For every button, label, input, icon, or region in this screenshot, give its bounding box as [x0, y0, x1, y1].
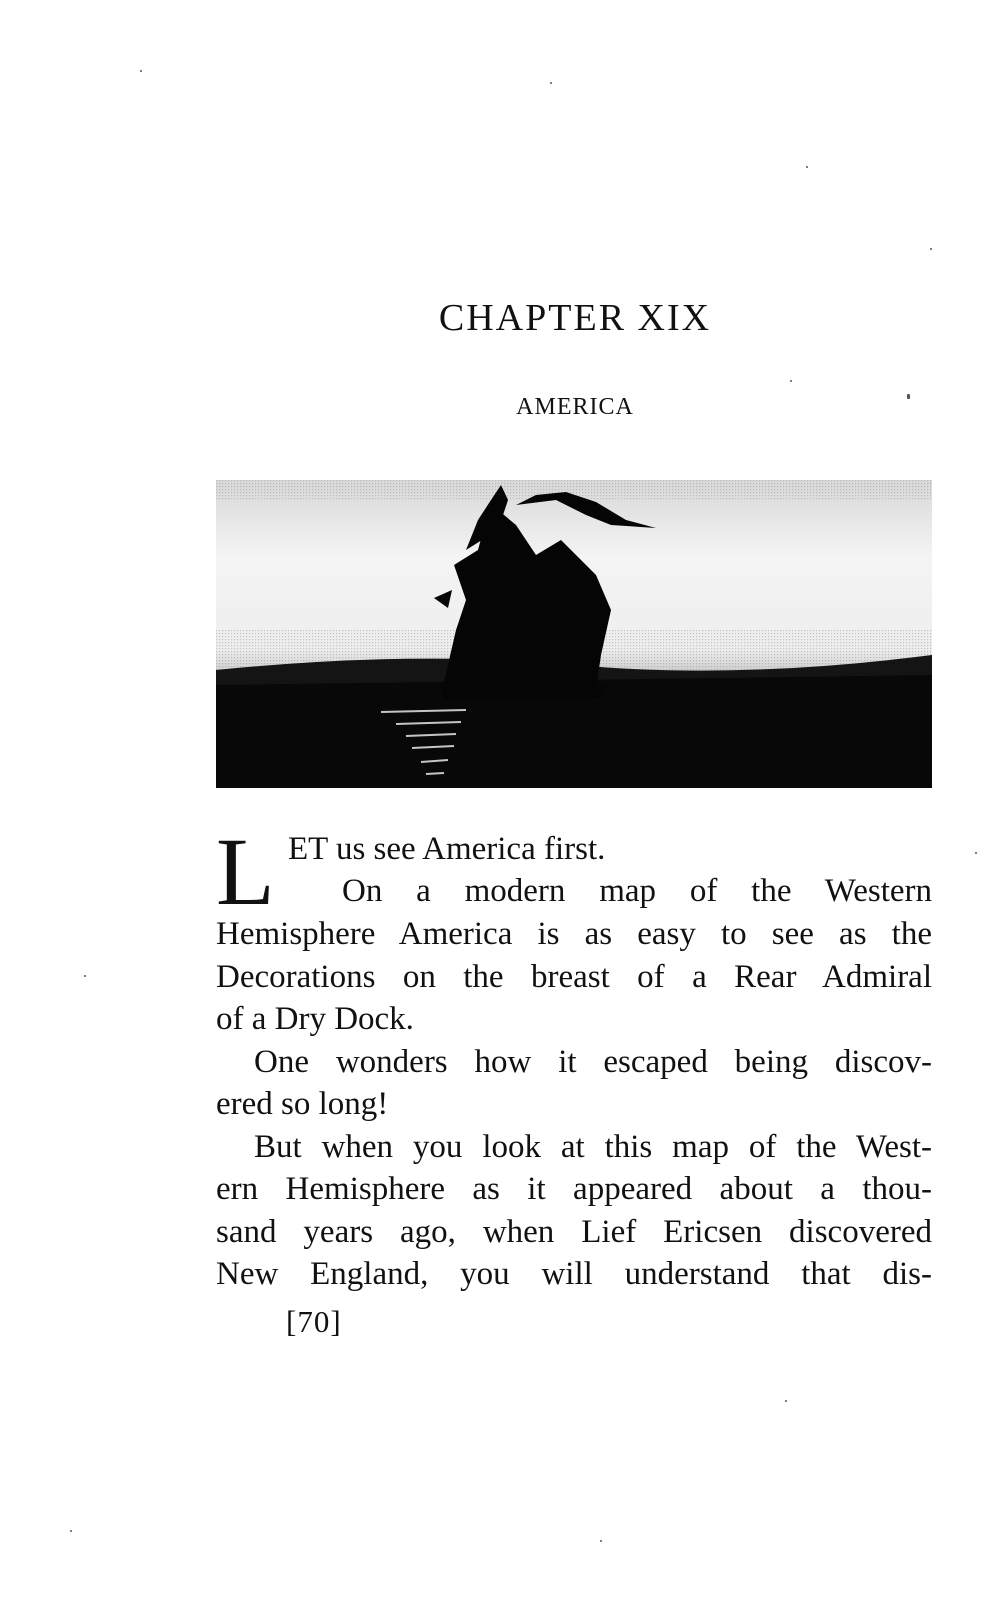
text-line: New England, you will understand that dis- [216, 1256, 932, 1292]
page-number: [70] [286, 1304, 342, 1339]
text-line: One wonders how it escaped being discov- [254, 1043, 932, 1080]
drop-cap: L [216, 818, 275, 925]
text-line: ern Hemisphere as it appeared about a thou- [216, 1171, 932, 1207]
text-line: But when you look at this map of the West- [254, 1128, 932, 1165]
body-text [216, 818, 932, 1296]
text-line: sand years ago, when Lief Ericsen discovered [216, 1213, 932, 1250]
chapter-subtitle: AMERICA [516, 394, 634, 420]
text-line: ET us see America first. [288, 831, 606, 867]
text-line: Decorations on the breast of a Rear Admiral [216, 958, 932, 995]
text-line: Hemisphere America is as easy to see as the [216, 916, 932, 952]
opening-paragraph [216, 818, 932, 925]
text-line: ered so long! [216, 1086, 389, 1122]
text-line: of a Dry Dock. [216, 1001, 414, 1037]
text-line: On a modern map of the Western [342, 873, 932, 909]
sailing-ship-illustration [216, 480, 932, 788]
chapter-title: CHAPTER XIX [438, 297, 712, 339]
